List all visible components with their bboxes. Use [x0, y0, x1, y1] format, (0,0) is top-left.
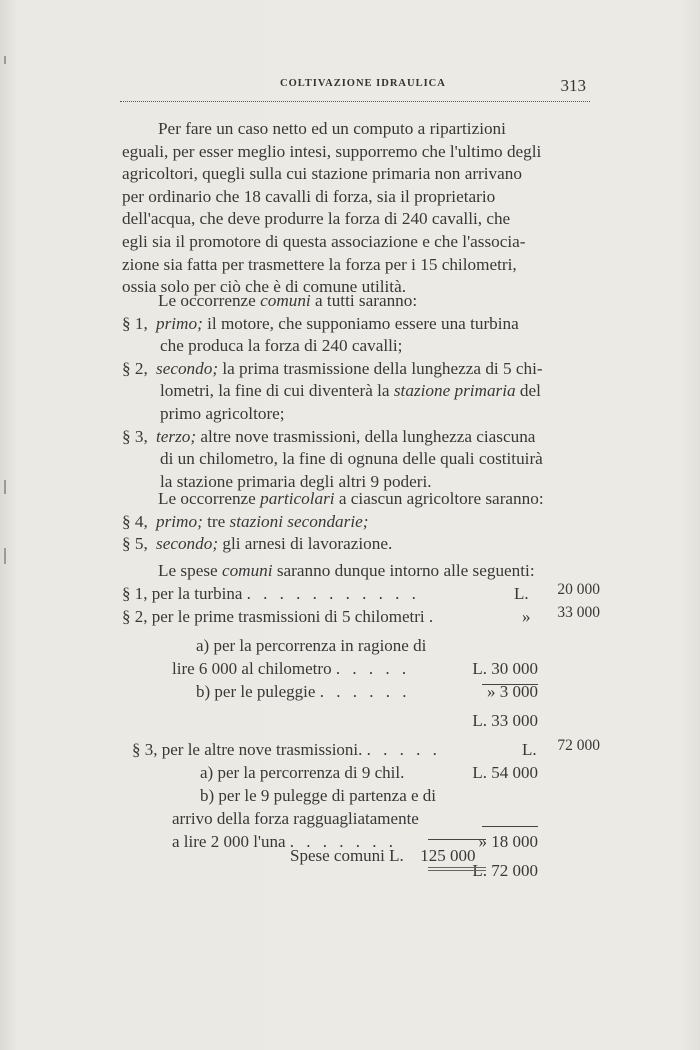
common-occurrences	[122, 290, 590, 493]
cost-row-other-transmissions: § 3, per le altre nove trasmissioni. . . . . . L. 72 000	[132, 737, 600, 759]
page-edge-mark	[4, 56, 6, 64]
page-edge-mark	[4, 548, 6, 564]
text-line: di un chilometro, la fine di ognuna delle quali costituirà	[160, 449, 543, 469]
header-rule	[120, 101, 590, 102]
cost-row-2a: a) per la percorrenza in ragione di	[196, 636, 427, 655]
cost-row-turbine: § 1, per la turbina . . . . . . . . . . . L. 20 000	[122, 581, 600, 603]
cost-row-2a-cont: lire 6 000 al chilometro . . . . . L. 30 000	[172, 659, 538, 678]
text-line: primo agricoltore;	[160, 403, 285, 423]
page-header	[120, 74, 590, 98]
cost-row-3a: a) per la percorrenza di 9 chil. L. 54 000	[200, 763, 538, 782]
common-lead: Le occorrenze comuni a tutti saranno:	[158, 291, 418, 310]
grand-total	[290, 846, 476, 866]
cost-row-3b: b) per le 9 pulegge di partenza e di	[200, 786, 437, 805]
costs-table	[122, 580, 612, 880]
cost-row-2b: b) per le puleggie . . . . . . » 3 000	[196, 682, 538, 701]
running-title: COLTIVAZIONE IDRAULICA	[280, 78, 446, 89]
text-line: egli sia il promotore di questa associazione e che l'associa-	[122, 231, 526, 251]
total-rule-bottom	[428, 870, 486, 871]
total-rule-bottom	[428, 867, 486, 868]
text-line: dell'acqua, che deve produrre la forza di 240 cavalli, che	[122, 209, 511, 229]
total-rule-top	[428, 839, 486, 840]
cost-row-3b-cont: arrivo della forza ragguagliatamente	[172, 809, 419, 828]
text-line: la stazione primaria degli altri 9 poderi.	[160, 471, 432, 491]
subtotal-rule	[482, 684, 538, 685]
section-3: § 3, terzo; altre nove trasmissioni, della lunghezza ciascuna	[122, 426, 536, 446]
text-line: per ordinario che 18 cavalli di forza, sia il proprietario	[122, 186, 496, 206]
section-4: § 4, primo; tre stazioni secondarie;	[122, 511, 369, 531]
cost-row-first-transmissions: § 2, per le prime trasmissioni di 5 chilometri . » 33 000	[122, 604, 600, 626]
particular-lead: Le occorrenze particolari a ciascun agricoltore saranno:	[158, 489, 544, 508]
text-line: che produca la forza di 240 cavalli;	[160, 336, 403, 356]
text-line: agricoltori, quegli sulla cui stazione primaria non arrivano	[122, 164, 522, 184]
page-number: 313	[560, 76, 586, 95]
cost-row-2-subtotal: L. 33 000	[472, 711, 538, 730]
section-5: § 5, secondo; gli arnesi di lavorazione.	[122, 534, 393, 554]
grand-total-amount: 125 000	[420, 846, 476, 865]
text-line: lometri, la fine di cui diventerà la stazione primaria del	[160, 381, 541, 401]
grand-total-label: Spese comuni L.	[290, 846, 404, 865]
costs-lead: Le spese comuni saranno dunque intorno alle seguenti:	[158, 561, 535, 580]
text-line: zione sia fatta per trasmettere la forza per i 15 chilometri,	[122, 254, 517, 274]
cost-row-3-subtotal: L. 72 000	[472, 861, 538, 880]
particular-occurrences	[122, 488, 590, 556]
intro-paragraph	[122, 118, 590, 299]
section-2: § 2, secondo; la prima trasmissione della lunghezza di 5 chi-	[122, 358, 543, 378]
text-line: ossia solo per ciò che è di comune utilità.	[122, 277, 406, 297]
cost-row-3b-cont2: a lire 2 000 l'una . . . . . . . » 18 000	[172, 832, 538, 851]
subtotal-rule	[482, 826, 538, 827]
page-edge-mark	[4, 480, 6, 494]
text-line: eguali, per esser meglio intesi, supporremo che l'ultimo degli	[122, 141, 542, 161]
section-1: § 1, primo; il motore, che supponiamo essere una turbina	[122, 313, 519, 333]
text-line: Per fare un caso netto ed un computo a ripartizioni	[158, 119, 506, 138]
